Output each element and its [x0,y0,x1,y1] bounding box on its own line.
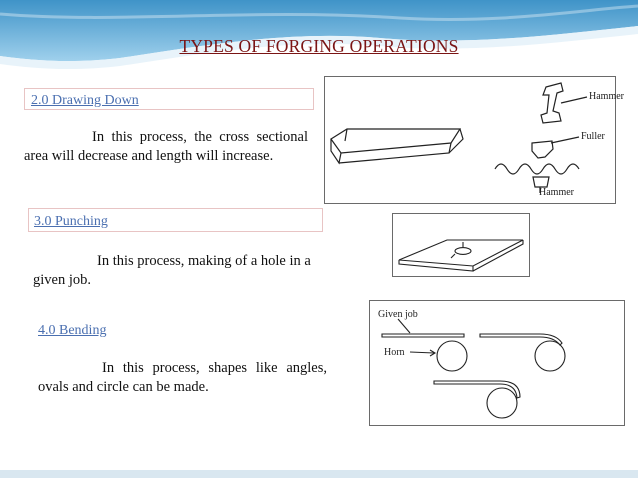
slide-title: TYPES OF FORGING OPERATIONS [179,36,459,56]
punching-heading: 3.0 Punching [34,214,108,229]
drawing-down-text: In this process, the cross sectional area will decrease and length will increase. [24,129,308,164]
drawing-down-figure [324,76,624,204]
punching-text: In this process, making of a hole in a given job. [33,253,311,288]
bending-heading: 4.0 Bending [38,323,107,338]
fuller-label: Fuller [581,131,605,142]
footer-band [0,470,638,478]
given-job-label: Given job [378,309,418,320]
punching-figure [392,213,530,277]
drawing-down-heading-box [24,88,314,110]
hammer-label: Hammer [589,91,624,102]
punching-heading-box [28,208,323,232]
drawing-down-heading: 2.0 Drawing Down [31,93,139,108]
bending-text: In this process, shapes like angles, ovals and circle can be made. [38,360,327,395]
horn-label: Horn [384,347,405,358]
bending-heading-wrap [38,323,278,339]
bending-diagram [370,301,624,425]
punching-diagram [393,214,529,276]
drawing-down-diagram [325,77,624,203]
bending-figure [369,300,625,426]
hammer-bottom-label: Hammer [539,187,574,198]
